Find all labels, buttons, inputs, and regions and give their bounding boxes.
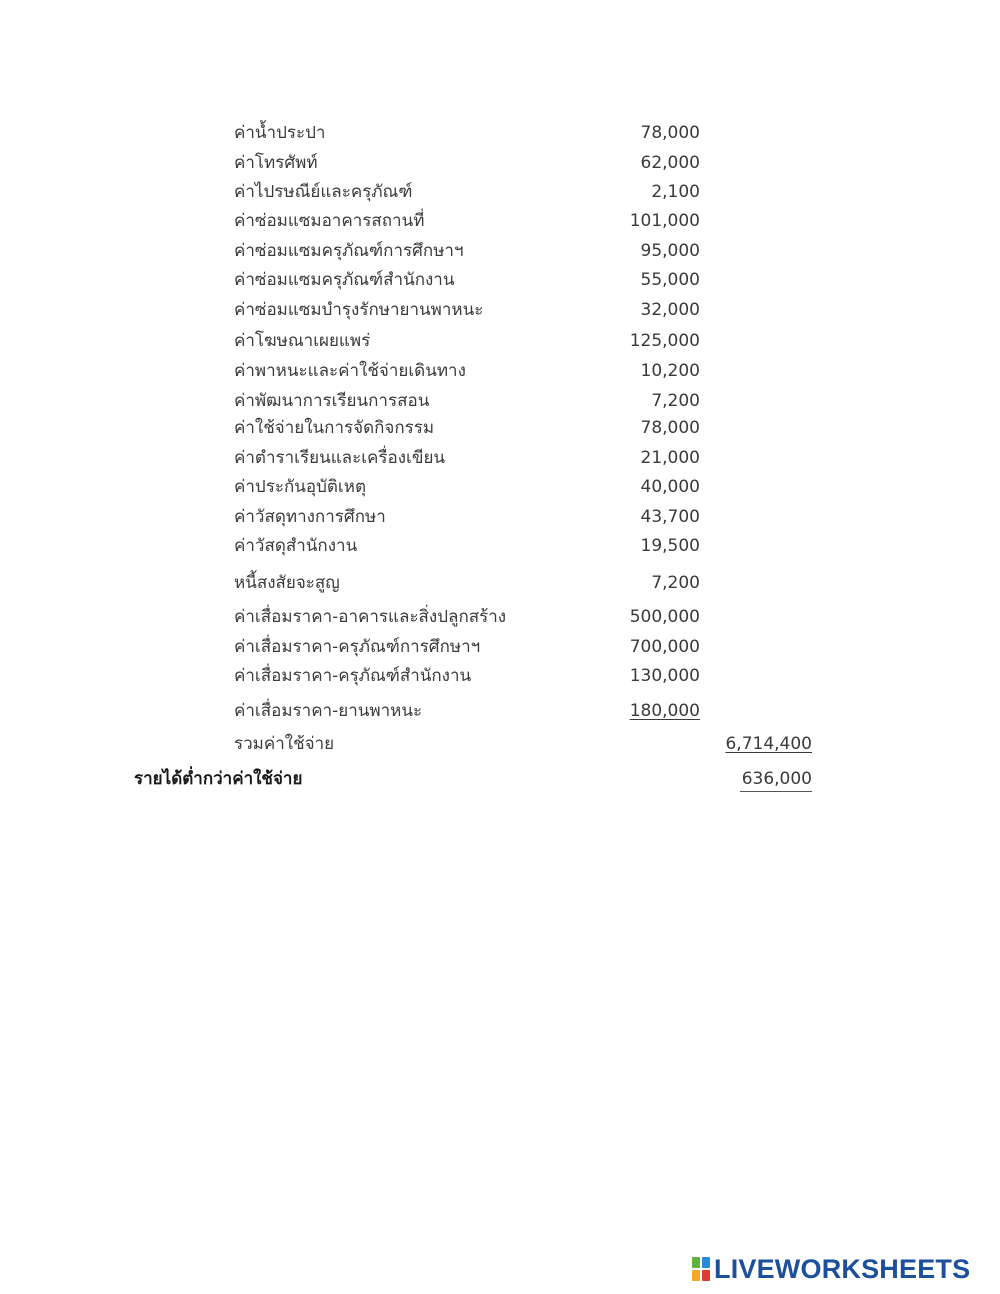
- expense-amount: 43,700: [640, 507, 700, 527]
- expense-label: ค่าพาหนะและค่าใช้จ่ายเดินทาง: [234, 361, 466, 381]
- total-expenses-row: [0, 732, 1000, 756]
- expense-row: [0, 298, 1000, 322]
- deficit-row: [0, 767, 1000, 791]
- expense-label: ค่าเสื่อมราคา-อาคารและสิ่งปลูกสร้าง: [234, 607, 507, 627]
- expense-amount: 55,000: [640, 270, 700, 290]
- expense-label: ค่าน้ำประปา: [234, 123, 326, 143]
- expense-label: ค่าใช้จ่ายในการจัดกิจกรรม: [234, 418, 435, 438]
- expense-amount: 78,000: [640, 123, 700, 143]
- liveworksheets-logo: [692, 1253, 970, 1285]
- deficit-amount: 636,000: [741, 769, 812, 789]
- deficit-label: รายได้ต่ำกว่าค่าใช้จ่าย: [134, 769, 303, 789]
- total-expenses-amount: 6,714,400: [725, 734, 812, 754]
- expense-row: [0, 239, 1000, 263]
- expense-amount: 32,000: [640, 300, 700, 320]
- expense-label: ค่าซ่อมแซมครุภัณฑ์การศึกษาฯ: [234, 241, 464, 261]
- expense-label: ค่าเสื่อมราคา-ยานพาหนะ: [234, 701, 423, 721]
- expense-row: [0, 416, 1000, 440]
- expense-row: [0, 664, 1000, 688]
- expense-label: ค่าไปรษณีย์และครุภัณฑ์: [234, 182, 413, 202]
- expense-amount: 7,200: [651, 573, 700, 593]
- expense-amount: 101,000: [629, 211, 700, 231]
- expense-row: [0, 268, 1000, 292]
- total-expenses-label: รวมค่าใช้จ่าย: [234, 734, 335, 754]
- expense-row: [0, 635, 1000, 659]
- expense-row: [0, 605, 1000, 629]
- expense-amount: 62,000: [640, 153, 700, 173]
- expense-label: ค่าวัสดุทางการศึกษา: [234, 507, 386, 527]
- expense-label: ค่าพัฒนาการเรียนการสอน: [234, 391, 430, 411]
- expense-label: ค่าโทรศัพท์: [234, 153, 318, 173]
- expense-row: [0, 534, 1000, 558]
- expense-label: ค่าเสื่อมราคา-ครุภัณฑ์การศึกษาฯ: [234, 637, 481, 657]
- expense-amount: 125,000: [629, 331, 700, 351]
- expense-label: ค่าเสื่อมราคา-ครุภัณฑ์สำนักงาน: [234, 666, 472, 686]
- expense-amount: 19,500: [640, 536, 700, 556]
- expense-amount: 10,200: [640, 361, 700, 381]
- expense-row: [0, 359, 1000, 383]
- expense-label: ค่าประกันอุบัติเหตุ: [234, 477, 366, 497]
- expense-row: [0, 475, 1000, 499]
- expense-label: ค่าซ่อมแซมครุภัณฑ์สำนักงาน: [234, 270, 455, 290]
- logo-text: LIVEWORKSHEETS: [714, 1254, 971, 1284]
- expense-label: ค่าซ่อมแซมอาคารสถานที่: [234, 211, 425, 231]
- expense-amount: 2,100: [651, 182, 700, 202]
- expense-row: [0, 209, 1000, 233]
- expense-amount: 180,000: [629, 701, 700, 721]
- expense-amount: 500,000: [629, 607, 700, 627]
- expense-amount: 95,000: [640, 241, 700, 261]
- expense-label: ค่าโฆษณาเผยแพร่: [234, 331, 371, 351]
- expense-label: ค่าวัสดุสำนักงาน: [234, 536, 358, 556]
- expense-row: [0, 571, 1000, 595]
- expense-row: [0, 699, 1000, 723]
- expense-row: [0, 446, 1000, 470]
- expense-label: ค่าตำราเรียนและเครื่องเขียน: [234, 448, 446, 468]
- expense-amount: 78,000: [640, 418, 700, 438]
- expense-row: [0, 151, 1000, 175]
- expense-amount: 130,000: [629, 666, 700, 686]
- expense-label: ค่าซ่อมแซมบำรุงรักษายานพาหนะ: [234, 300, 484, 320]
- expense-row: [0, 505, 1000, 529]
- expense-row: [0, 329, 1000, 353]
- expense-row: [0, 180, 1000, 204]
- expense-label: หนี้สงสัยจะสูญ: [234, 573, 340, 593]
- expense-amount: 40,000: [640, 477, 700, 497]
- liveworksheets-logo-icon: [692, 1257, 710, 1281]
- expense-amount: 7,200: [651, 391, 700, 411]
- expense-row: [0, 389, 1000, 413]
- deficit-underline: [740, 791, 812, 792]
- expense-amount: 700,000: [629, 637, 700, 657]
- expense-row: [0, 121, 1000, 145]
- expense-amount: 21,000: [640, 448, 700, 468]
